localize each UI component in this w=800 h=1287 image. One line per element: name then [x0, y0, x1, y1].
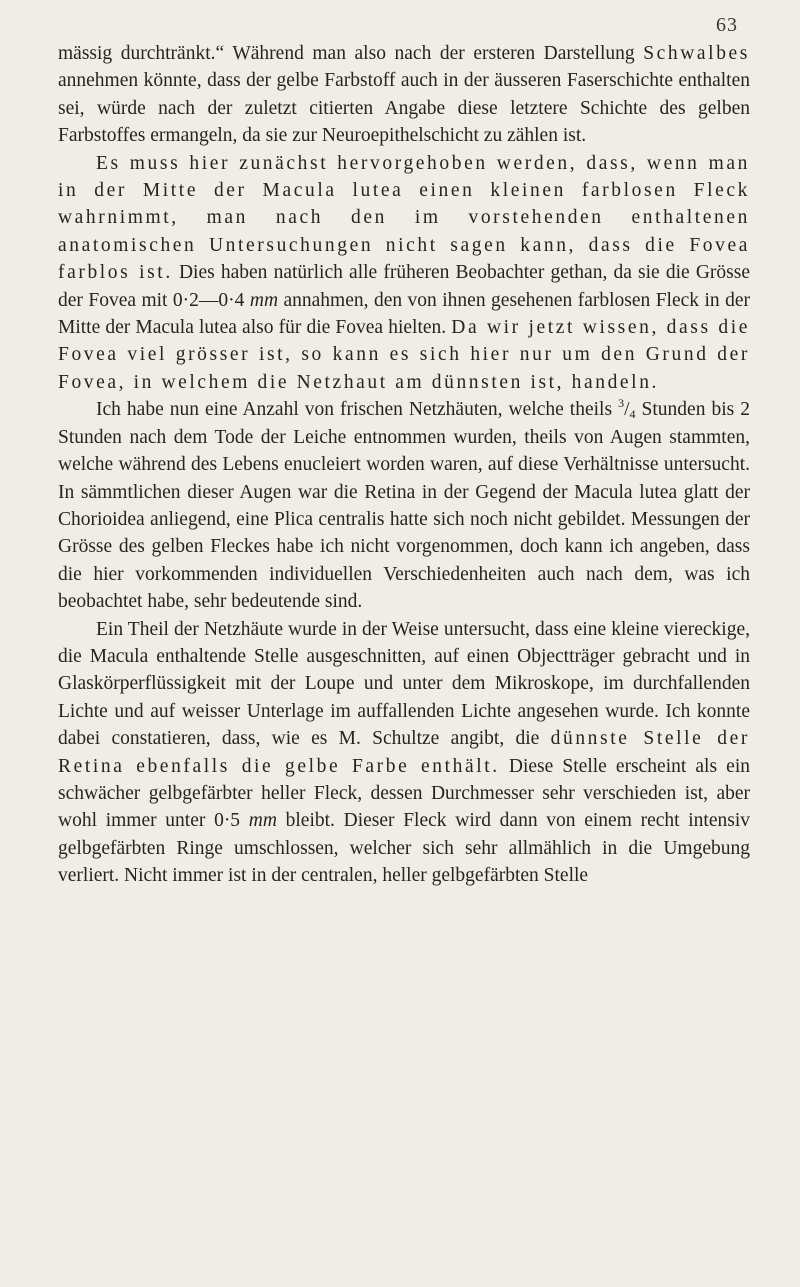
paragraph-1-part-2: annehmen könnte, dass der gelbe Farbstoff auch in der äusseren Faserschichte enthalten sei, würde nach der zuletzt citierten Angabe diese letztere Schichte des gelben Farbstoffes ermangeln, da sie zur Neuroepithelschicht zu zählen ist. — [58, 70, 750, 147]
paragraph-4 — [58, 616, 750, 890]
unit-mm-2: mm — [248, 810, 277, 832]
body-text — [58, 40, 750, 890]
fraction-denominator: 4 — [629, 407, 636, 422]
paragraph-2-part-1: Dies haben natürlich alle früheren Beobachter gethan, da sie die Grösse der Fovea mit 0·2—0·4 — [58, 262, 750, 311]
fraction-numerator: 3 — [618, 396, 625, 411]
author-name-schwalbe: Schwalbes — [643, 43, 750, 64]
paragraph-4-part-2: Diese Stelle erscheint als ein schwächer gelbgefärbter heller Fleck, dessen Durchmesser sehr verschieden ist, aber wohl immer unter 0·5 — [58, 755, 750, 832]
paragraph-3 — [58, 396, 750, 615]
page-number: 63 — [716, 14, 738, 36]
paragraph-2 — [58, 150, 750, 397]
paragraph-2-emphasis-1: Es muss hier zunächst hervorgehoben werden, dass, wenn man in der Mitte der Macula lutea einen kleinen farblosen Fleck wahrnimmt, man nach den im vorstehenden enthaltenen anatomischen Untersuchungen nicht sagen kann, dass die Fovea farblos ist. — [58, 152, 750, 284]
paragraph-4-part-1: Ein Theil der Netzhäute wurde in der Weise untersucht, dass eine kleine viereckige, die Macula enthaltende Stelle ausgeschnitten, auf einen Objectträger gebracht und in Glaskörperflüssigkeit mit der Loupe und unter dem Mikroskope, im durchfallenden Lichte und auf weisser Unterlage im auffallenden Lichte angesehen wurde. Ich konnte dabei constatieren, dass, wie es M. Schultze angibt, die — [58, 618, 750, 750]
paragraph-3-part-0: Ich habe nun eine Anzahl von frischen Netzhäuten, welche theils — [96, 399, 619, 421]
paragraph-1-part-1: mässig durchtränkt.“ Während man also nach der ersteren Darstellung — [58, 43, 644, 64]
fraction-three-quarters: $^3/_4$ — [618, 396, 636, 422]
unit-mm-1: mm — [249, 289, 279, 311]
paragraph-4-part-3: bleibt. Dieser Fleck wird dann von einem recht intensiv gelbgefärbten Ringe umschlossen, welcher sich sehr allmählich in die Umgebung verliert. Nicht immer ist in der centralen, heller gelbgefärbten Stelle — [58, 810, 750, 887]
paragraph-2-part-2: annahmen, den von ihnen gesehenen farblosen Fleck in der Mitte der Macula lutea also für die Fovea hielten. — [58, 289, 750, 339]
paragraph-4-emphasis: dünnste Stelle der Retina ebenfalls die gelbe Farbe enthält. — [58, 728, 750, 777]
paragraph-1 — [58, 40, 750, 150]
paragraph-3-part-1: Stunden bis 2 Stunden nach dem Tode der Leiche entnommen wurden, theils von Augen stammten, welche während des Lebens enucleiert worden waren, auf diese Verhältnisse untersucht. In sämmtlichen dieser Augen war die Retina in der Gegend der Macula lutea glatt der Chorioidea anliegend, eine Plica centralis hatte sich noch nicht gebildet. Messungen der Grösse des gelben Fleckes habe ich nicht vorgenommen, doch kann ich angeben, dass die hier vorkommenden individuellen Verschiedenheiten auch nach dem, was ich beobachtet habe, sehr bedeutende sind. — [58, 399, 750, 613]
paragraph-2-emphasis-2: Da wir jetzt wissen, dass die Fovea viel grösser ist, so kann es sich hier nur um den Grund der Fovea, in welchem die Netzhaut am dünnsten ist, handeln. — [58, 317, 751, 393]
